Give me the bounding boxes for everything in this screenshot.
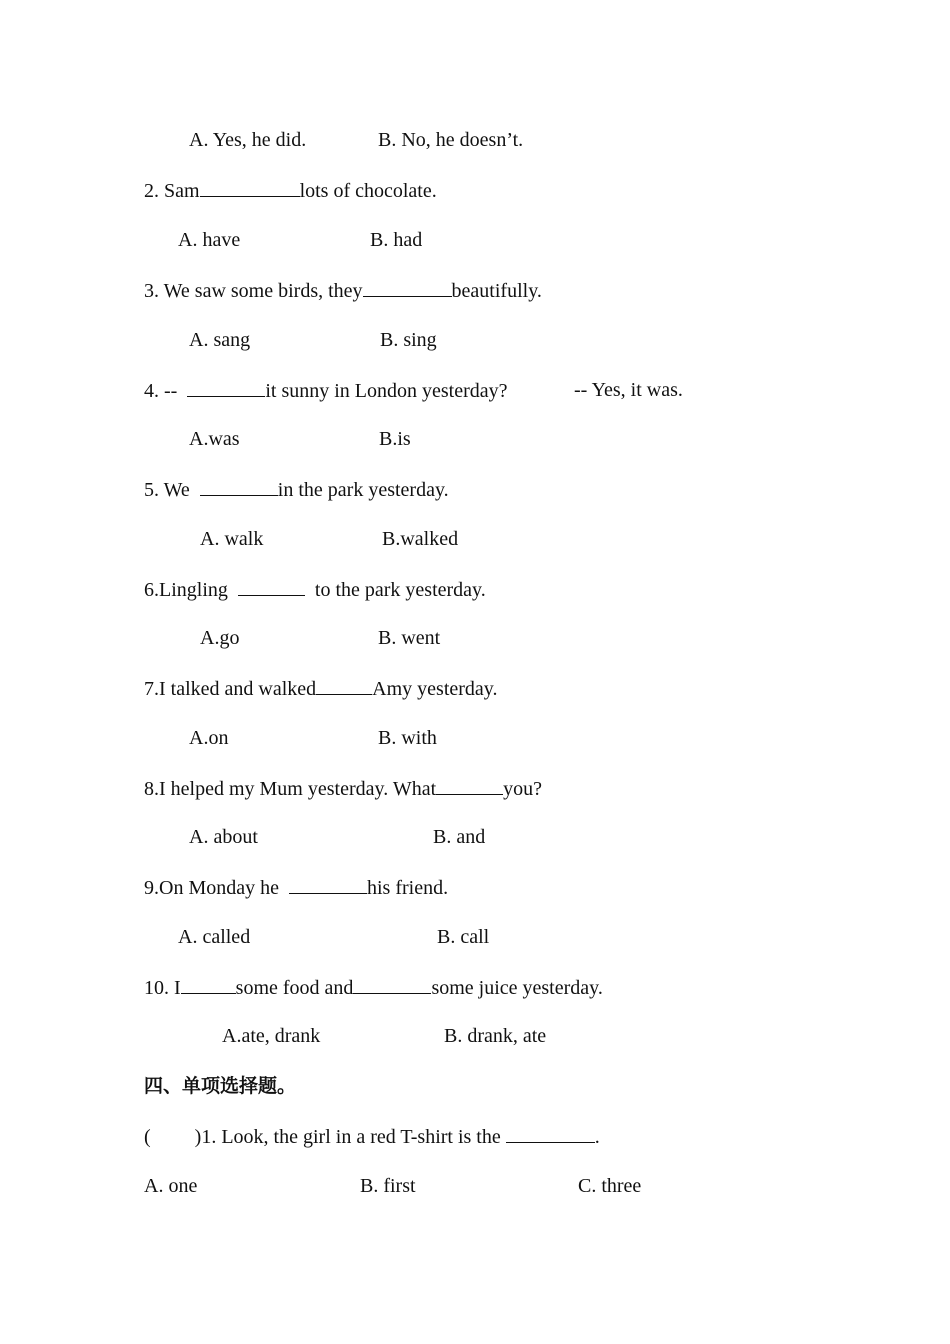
q10-suffix: some juice yesterday. (431, 977, 603, 999)
s4q1-option-c: C. three (578, 1175, 642, 1197)
q6-blank[interactable] (238, 577, 305, 596)
q7-option-a: A.on (189, 727, 229, 749)
q4-option-a: A.was (189, 428, 240, 450)
q3-option-a: A. sang (189, 329, 251, 351)
q4-suffix: it sunny in London yesterday? (265, 380, 508, 402)
q1-option-a: A. Yes, he did. (189, 129, 307, 151)
q6-prefix: 6.Lingling (144, 579, 238, 601)
question-10 (144, 975, 603, 1000)
q2-blank[interactable] (200, 178, 300, 197)
q5-blank[interactable] (200, 477, 278, 496)
q3-blank[interactable] (363, 278, 452, 297)
question-2 (144, 178, 437, 203)
q5-prefix: 5. We (144, 479, 200, 501)
q7-prefix: 7.I talked and walked (144, 678, 317, 700)
q10-blank-2[interactable] (353, 975, 431, 994)
q8-prefix: 8.I helped my Mum yesterday. What (144, 778, 437, 800)
question-3 (144, 278, 542, 303)
q10-option-b: B. drank, ate (444, 1025, 547, 1047)
q9-suffix: his friend. (366, 877, 449, 899)
q5-option-a: A. walk (200, 528, 264, 550)
q8-option-b: B. and (433, 826, 486, 848)
q3-prefix: 3. We saw some birds, they (144, 280, 363, 302)
q10-prefix: 10. I (144, 977, 181, 999)
section4-question-1 (144, 1124, 600, 1149)
q3-option-b: B. sing (380, 329, 437, 351)
s4q1-text: )1. Look, the girl in a red T-shirt is the (194, 1126, 506, 1148)
q9-option-b: B. call (437, 926, 490, 948)
q5-option-b: B.walked (382, 528, 459, 550)
question-5 (144, 477, 449, 502)
question-6 (144, 577, 486, 602)
q4-prefix: 4. -- (144, 380, 188, 402)
q4-option-b: B.is (379, 428, 411, 450)
q10-blank-1[interactable] (181, 975, 236, 994)
s4q1-period: . (594, 1126, 600, 1148)
q7-option-b: B. with (378, 727, 437, 749)
q2-prefix: 2. Sam (144, 180, 200, 202)
q9-prefix: 9.On Monday he (144, 877, 289, 899)
q4-answer: -- Yes, it was. (574, 379, 683, 401)
q7-suffix: Amy yesterday. (372, 678, 498, 700)
q10-middle: some food and (235, 977, 354, 999)
q10-option-a: A.ate, drank (222, 1025, 321, 1047)
q2-suffix: lots of chocolate. (299, 180, 437, 202)
q4-blank[interactable] (187, 378, 265, 397)
q5-suffix: in the park yesterday. (277, 479, 449, 501)
q8-option-a: A. about (189, 826, 258, 848)
question-7 (144, 676, 498, 701)
question-4 (144, 378, 508, 403)
question-8 (144, 776, 542, 801)
q2-option-b: B. had (370, 229, 423, 251)
q6-option-b: B. went (378, 627, 441, 649)
section-4-heading: 四、单项选择题。 (144, 1075, 297, 1097)
q7-blank[interactable] (316, 676, 372, 695)
q8-blank[interactable] (436, 776, 503, 795)
q6-option-a: A.go (200, 627, 240, 649)
q9-option-a: A. called (178, 926, 251, 948)
q1-option-b: B. No, he doesn’t. (378, 129, 524, 151)
s4q1-option-b: B. first (360, 1175, 416, 1197)
s4q1-blank[interactable] (506, 1124, 595, 1143)
question-9 (144, 875, 448, 900)
s4q1-option-a: A. one (144, 1175, 198, 1197)
q6-suffix: to the park yesterday. (304, 579, 486, 601)
q8-suffix: you? (503, 778, 543, 800)
q9-blank[interactable] (289, 875, 367, 894)
q2-option-a: A. have (178, 229, 241, 251)
q3-suffix: beautifully. (451, 280, 542, 302)
s4q1-paren-open: ( (144, 1126, 151, 1148)
